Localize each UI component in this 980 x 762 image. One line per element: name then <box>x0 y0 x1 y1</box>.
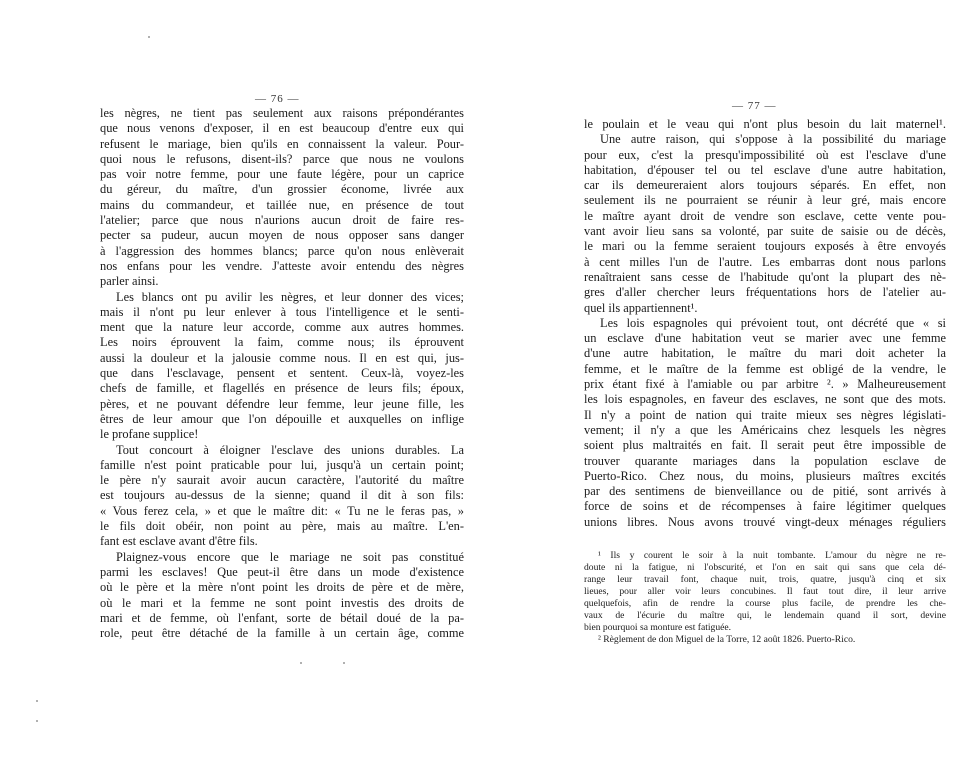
footnote-line: range leur travail font, chaque nuit, trois, quatre, jusqu'à cinq et six <box>584 574 946 585</box>
text-line: aussi la douleur et la jalousie comme nous. Il en est qui, jus- <box>100 350 464 365</box>
text-line: est toujours au-dessus de la sienne; quand il dit à son fils: <box>100 488 464 503</box>
left-page-text <box>100 106 464 641</box>
text-line: parler ainsi. <box>100 274 159 289</box>
scan-speck <box>148 36 150 38</box>
text-line: mains du commandeur, et taillée nue, en présence de tout <box>100 197 464 212</box>
text-line: Les blancs ont pu avilir les nègres, et leur donner des vices; <box>116 289 464 304</box>
text-line: Une autre raison, qui s'oppose à la possibilité du mariage <box>600 132 946 147</box>
text-line: famille n'est point praticable pour lui, jusqu'à un certain point; <box>100 457 464 472</box>
text-line: Il n'y a point de nation qui traite mieux ses nègres législati- <box>584 407 946 422</box>
text-line: « Vous ferez cela, » et que le maître dit: « Tu ne le feras pas, » <box>100 503 464 518</box>
footnote-line: vaux de l'écurie du maître qui, le lendemain quand il sort, devine <box>584 610 946 621</box>
footnotes <box>584 550 946 646</box>
text-line: ment que la nature leur accorde, comme aux autres hommes. <box>100 320 464 335</box>
text-line: seulement ils ne pourraient se réunir à leur gré, mais encore <box>584 193 946 208</box>
text-line: soient plus maltraités en fait. Il serait peut être impossible de <box>584 438 946 453</box>
text-line: par des sentimens de bienveillance ou de pitié, sont arrivés à <box>584 484 946 499</box>
text-line: role, peut être détaché de la famille à un certain âge, comme <box>100 626 464 641</box>
text-line: où le père et la mère n'ont point les droits de père et de mère, <box>100 580 464 595</box>
text-line: fant est esclave avant d'être fils. <box>100 534 258 549</box>
scan-speck <box>300 662 302 664</box>
text-line: femme, et le maître de la femme est obligé de la vendre, le <box>584 361 946 376</box>
text-line: les lois espagnoles, en faveur des esclaves, ne sont que des mots. <box>584 392 946 407</box>
footnote-line: quelquefois, afin de rendre la course plus facile, de prendre les che- <box>584 598 946 609</box>
text-line: pas voir notre femme, pour une faute légère, pour un caprice <box>100 167 464 182</box>
text-line: que dans l'esclavage, pensent et sentent. Ceux-là, voyez-les <box>100 366 464 381</box>
text-line: où le mari et la femme ne sont point investis des droits de <box>100 595 464 610</box>
text-line: force de soins et de récompenses à faire légitimer quelques <box>584 499 946 514</box>
text-line: Tout concourt à éloigner l'esclave des unions durables. La <box>116 442 464 457</box>
text-line: le père n'y saurait avoir aucun caractère, l'autorité du maître <box>100 473 464 488</box>
text-line: chefs de famille, et flagellés en présence de leurs fils; époux, <box>100 381 464 396</box>
text-line: mari et de femme, où l'enfant, sorte de bétail doué de la pa- <box>100 610 464 625</box>
text-line: habitation, d'épouser tel ou tel esclave d'une autre habitation, <box>584 162 946 177</box>
right-page-text <box>584 117 946 530</box>
text-line: le profane supplice! <box>100 427 199 442</box>
text-line: vement; il n'y a que les Américains chez lesquels les nègres <box>584 422 946 437</box>
text-line: le poulain et le veau qui n'ont plus besoin du lait maternel¹. <box>584 117 946 131</box>
text-line: Les lois espagnoles qui prévoient tout, ont décrété que « si <box>600 315 946 330</box>
text-line: l'atelier; parce que nous n'aurions aucun droit de faire res- <box>100 213 464 228</box>
text-line: unions libres. Nous avons trouvé vingt-deux ménages réguliers <box>584 514 946 529</box>
text-line: renaîtraient sans cesse de l'habitude qu'ont la plupart des nè- <box>584 269 946 284</box>
text-line: pour eux, c'est la presqu'impossibilité où est l'esclave d'une <box>584 147 946 162</box>
scan-speck <box>343 662 345 664</box>
footnote-line: bien pourquoi sa monture est fatiguée. <box>584 622 732 633</box>
text-line: car ils demeureraient alors toujours séparés. En effet, non <box>584 178 946 193</box>
text-line: prix étant fixé à l'amiable ou par arbitre ². » Malheureusement <box>584 377 946 392</box>
text-line: Les noirs éprouvent la faim, comme nous; ils éprouvent <box>100 335 464 350</box>
text-line: refusent le mariage, bien qu'ils en connaissent la valeur. Pour- <box>100 136 464 151</box>
text-line: le fils doit obéir, non point au père, mais au maître. L'en- <box>100 519 464 534</box>
footnote-line: ¹ Ils y courent le soir à la nuit tombante. L'amour du nègre ne re- <box>598 550 946 561</box>
text-line: à l'aggression des hommes blancs; parce qu'on nous enlèverait <box>100 243 464 258</box>
text-line: êtres de leur amour que l'on dépouille et auxquelles on inflige <box>100 411 464 426</box>
text-line: vant avoir lieu sans sa volonté, par suite de saisie ou de décès, <box>584 224 946 239</box>
right-page-number: — 77 — <box>732 100 777 112</box>
text-line: mais il n'ont pu leur enlever à tous l'intelligence et le senti- <box>100 304 464 319</box>
left-page-number: — 76 — <box>255 93 300 105</box>
footnote-line: doute ni la fatigue, ni l'obscurité, et l'on en sait qui sans que cela dé- <box>584 562 946 573</box>
text-line: pecter sa pudeur, aucun moyen de nous opposer sans danger <box>100 228 464 243</box>
text-line: que nous venons d'exposer, il en est beaucoup d'entre eux qui <box>100 121 464 136</box>
text-line: les nègres, ne tient pas seulement aux raisons prépondérantes <box>100 106 464 120</box>
text-line: parmi les esclaves! Que peut-il être dans un mode d'existence <box>100 564 464 579</box>
text-line: le maître ayant droit de vendre son esclave, cette vente pou- <box>584 208 946 223</box>
text-line: du géreur, du maître, d'un grossier économe, livrée aux <box>100 182 464 197</box>
footnote-line: ² Règlement de don Miguel de la Torre, 12 août 1826. Puerto-Rico. <box>598 634 856 645</box>
text-line: trouver quarante mariages dans la population esclave de <box>584 453 946 468</box>
footnote-line: lieues, pour aller voir leurs concubines. Il faut tout dire, il leur arrive <box>584 586 946 597</box>
text-line: pères, et ne pouvant défendre leur femme, leur jeune fille, les <box>100 396 464 411</box>
text-line: le mari ou la femme seraient toujours exposés à être envoyés <box>584 239 946 254</box>
text-line: à cent milles l'un de l'autre. Les embarras dont nous parlons <box>584 254 946 269</box>
text-line: quoi nous le refusons, disent-ils? parce que nous ne voulons <box>100 151 464 166</box>
text-line: un esclave d'une habitation veut se marier avec une femme <box>584 331 946 346</box>
text-line: Puerto-Rico. Chez nous, du moins, plusieurs maîtres excités <box>584 468 946 483</box>
scan-speck <box>36 720 38 722</box>
text-line: quel ils appartiennent¹. <box>584 300 698 315</box>
text-line: Plaignez-vous encore que le mariage ne soit pas constitué <box>116 549 464 564</box>
text-line: gres d'aller chercher leurs fréquentations hors de l'atelier au- <box>584 285 946 300</box>
scan-speck <box>36 700 38 702</box>
text-line: d'une autre habitation, le maître du mari doit acheter la <box>584 346 946 361</box>
text-line: nos enfans pour les vendre. J'atteste avoir entendu des nègres <box>100 258 464 273</box>
